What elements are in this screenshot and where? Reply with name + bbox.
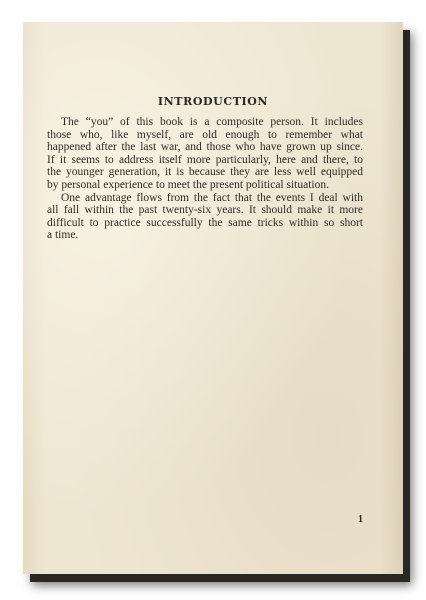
text-line: happened after the last war, and those who have grown up since. (47, 141, 363, 154)
chapter-heading: INTRODUCTION (157, 95, 269, 108)
text-line: If it seems to address itself more particularly, here and there, to (47, 153, 363, 166)
text-line: those who, like myself, are old enough to remember what (47, 128, 363, 141)
text-line: by personal experience to meet the present political situation. (47, 178, 329, 191)
book-page (23, 22, 403, 574)
text-line: a time. (47, 229, 79, 242)
text-line: the younger generation, it is because they are less well equipped (47, 166, 363, 179)
paragraph-1 (47, 116, 363, 192)
page-number: 1 (358, 514, 363, 525)
paragraph-2 (47, 192, 363, 242)
body-text (47, 116, 363, 242)
text-line: difficult to practice successfully the same tricks within so short (47, 216, 363, 229)
text-line: all fall within the past twenty-six years. It should make it more (47, 204, 363, 217)
text-line: One advantage flows from the fact that the events I deal with (61, 191, 363, 204)
text-line: The “you” of this book is a composite person. It includes (61, 116, 363, 128)
